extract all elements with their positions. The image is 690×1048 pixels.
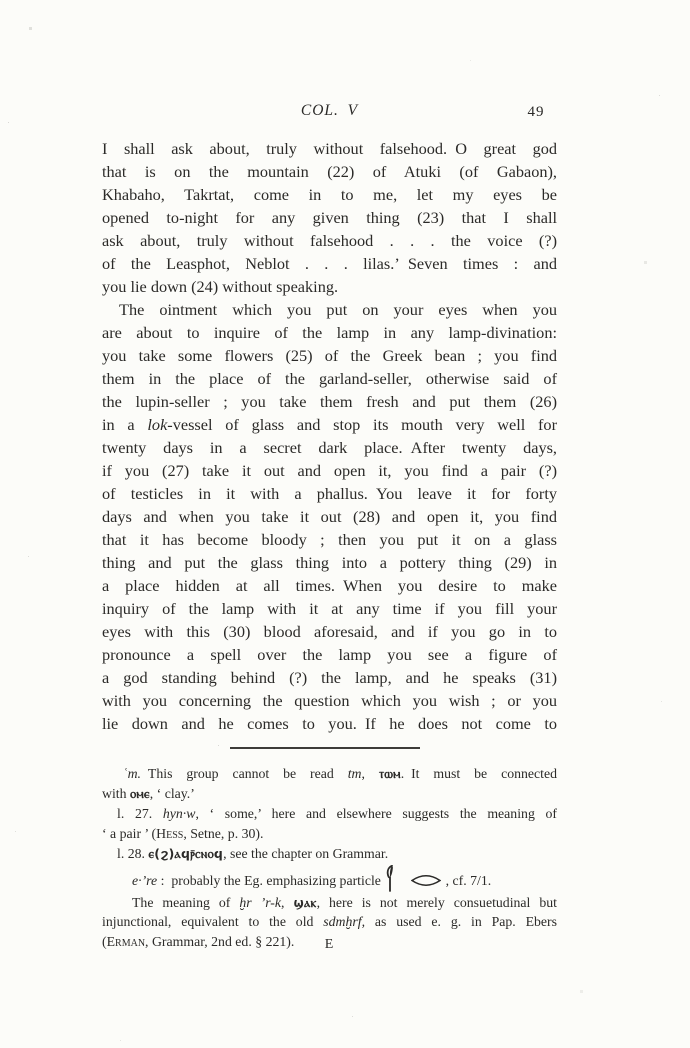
text-line bbox=[102, 528, 557, 551]
text-run: of testicles in it with a phallus. You leave it for forty bbox=[102, 484, 557, 503]
text-line bbox=[102, 666, 557, 689]
text-run: injunctional, equivalent to the old bbox=[102, 914, 324, 929]
text-run: The meaning of bbox=[132, 894, 240, 910]
text-line bbox=[102, 367, 557, 390]
text-line bbox=[102, 574, 557, 597]
page-number: 49 bbox=[527, 104, 545, 120]
text-run: you lie down (24) without speaking. bbox=[102, 277, 339, 296]
text-run: that is on the mountain (22) of Atuki (of Gabaon), bbox=[102, 162, 557, 181]
text-run: of the Leasphot, Neblot . . . lilas.’ Seven times : and bbox=[102, 254, 557, 273]
text-line bbox=[102, 160, 557, 183]
text-run: l. 28. bbox=[117, 846, 149, 861]
text-run: ask about, truly without falsehood . . . the voice (?) bbox=[102, 231, 557, 250]
text-line bbox=[102, 436, 557, 459]
footnote bbox=[102, 804, 557, 843]
text-run: in a bbox=[102, 415, 148, 434]
text-run: as used e. g. in Pap. Ebers bbox=[365, 914, 557, 929]
text-run: Khabaho, Takrtat, come in to me, let my eyes be bbox=[102, 185, 557, 204]
text-line bbox=[102, 844, 557, 864]
footnote bbox=[102, 865, 557, 892]
text-line bbox=[102, 459, 557, 482]
text-line bbox=[102, 413, 557, 436]
footnote bbox=[102, 764, 557, 803]
body-text bbox=[102, 137, 557, 735]
text-run: inquiry of the lamp with it at any time if you fill your bbox=[102, 599, 557, 618]
text-line bbox=[102, 137, 557, 160]
text-run: ‘ a pair ’ ( bbox=[102, 825, 157, 841]
text-run: : probably the Eg. emphasizing particle bbox=[157, 872, 385, 888]
text-run: , bbox=[281, 894, 294, 910]
text-run: , Grammar, 2nd ed. § 221). bbox=[145, 933, 295, 949]
text-line bbox=[102, 893, 557, 913]
text-line bbox=[102, 620, 557, 643]
text-line bbox=[102, 229, 557, 252]
text-line bbox=[102, 764, 557, 784]
text-line bbox=[102, 505, 557, 528]
text-run: I shall ask about, truly without falsehood. O great god bbox=[102, 139, 557, 158]
coptic-word: ⲟⲙⲉ bbox=[129, 785, 150, 801]
text-run: This group cannot be read bbox=[141, 766, 348, 781]
text-run: a god standing behind (?) the lamp, and he speaks (31) bbox=[102, 668, 557, 687]
text-run: pronounce a spell over the lamp you see a figure of bbox=[102, 645, 557, 664]
text-run: eyes with this (30) blood aforesaid, and if you go in to bbox=[102, 622, 557, 641]
text-run: Hess bbox=[156, 825, 184, 841]
text-run: tm bbox=[347, 766, 362, 781]
text-line bbox=[102, 183, 557, 206]
footnote-separator-rule bbox=[230, 747, 420, 749]
paragraph bbox=[102, 298, 557, 735]
text-run: with you concerning the question which you wish ; or you bbox=[102, 691, 557, 710]
text-line bbox=[102, 712, 557, 735]
text-run: lok bbox=[147, 415, 168, 434]
text-run: l. 27. bbox=[117, 806, 163, 821]
text-line bbox=[102, 804, 557, 824]
text-run: thing and put the glass thing into a pottery thing (29) in bbox=[102, 553, 557, 572]
text-line bbox=[102, 865, 557, 892]
footnote bbox=[102, 844, 557, 864]
text-line bbox=[102, 390, 557, 413]
text-run: ḫr ’r-k bbox=[239, 894, 282, 910]
text-run: , see the chapter on Grammar. bbox=[223, 846, 389, 861]
text-line bbox=[102, 206, 557, 229]
text-line bbox=[102, 597, 557, 620]
text-run: a place hidden at all times. When you desire to make bbox=[102, 576, 557, 595]
text-line bbox=[102, 344, 557, 367]
text-line bbox=[102, 912, 557, 932]
coptic-word: ⲉ(ϩ)ⲁϥⲣ̄ⲥⲛⲟϥ bbox=[148, 846, 224, 861]
text-run: , Setne, p. 30). bbox=[183, 825, 264, 841]
text-run: with bbox=[102, 785, 130, 801]
text-run: lie down and he comes to you. If he does not come to bbox=[102, 714, 557, 733]
text-run: them in the place of the garland-seller, otherwise said of bbox=[102, 369, 557, 388]
scan-noise bbox=[0, 0, 1, 1]
text-line bbox=[102, 482, 557, 505]
footnotes bbox=[102, 764, 557, 952]
coptic-word: ⲧⲱⲙ bbox=[378, 766, 401, 781]
text-run: . It must be connected bbox=[400, 766, 557, 781]
text-run: you take some flowers (25) of the Greek bean ; you find bbox=[102, 346, 557, 365]
text-run: that it has become bloody ; then you put it on a glass bbox=[102, 530, 557, 549]
text-run: ʿm. bbox=[123, 766, 142, 781]
text-run: , bbox=[361, 766, 379, 781]
text-run: the lupin-seller ; you take them fresh and put them (26) bbox=[102, 392, 557, 411]
text-run: , cf. 7/1. bbox=[445, 872, 492, 888]
text-run: hyn·w bbox=[162, 806, 196, 821]
text-run: days and when you take it out (28) and open it, you find bbox=[102, 507, 557, 526]
reed-leaf-hieroglyph-icon bbox=[385, 865, 395, 892]
text-line bbox=[102, 689, 557, 712]
text-run: Erman bbox=[106, 933, 146, 949]
text-line bbox=[102, 824, 557, 844]
text-run: sdmḫrf, bbox=[323, 914, 366, 929]
mouth-hieroglyph-icon bbox=[411, 875, 441, 886]
text-run: , ‘ some,’ here and elsewhere suggests the meaning of bbox=[195, 806, 557, 821]
text-run: The ointment which you put on your eyes when you bbox=[119, 300, 557, 319]
text-line bbox=[102, 275, 557, 298]
text-run: twenty days in a secret dark place. After twenty days, bbox=[102, 438, 557, 457]
text-line bbox=[102, 551, 557, 574]
text-run: , ‘ clay.’ bbox=[149, 785, 195, 801]
text-run: are about to inquire of the lamp in any lamp-divination: bbox=[102, 323, 557, 342]
text-run bbox=[400, 873, 407, 888]
text-line bbox=[102, 643, 557, 666]
text-line bbox=[102, 784, 557, 804]
text-run: , here is not merely consuetudinal but bbox=[316, 894, 557, 910]
text-line bbox=[102, 321, 557, 344]
text-line bbox=[102, 298, 557, 321]
text-run: ( bbox=[102, 933, 107, 949]
text-run: -vessel of glass and stop its mouth very well for bbox=[167, 415, 557, 434]
text-line bbox=[102, 252, 557, 275]
coptic-word: ϣⲁⲕ bbox=[293, 894, 317, 910]
text-run: if you (27) take it out and open it, you find a pair (?) bbox=[102, 461, 557, 480]
text-run: e·’re bbox=[132, 872, 158, 888]
running-head-title: COL. V bbox=[300, 102, 359, 119]
paragraph bbox=[102, 137, 557, 298]
text-run: opened to-night for any given thing (23) that I shall bbox=[102, 208, 557, 227]
signature-mark: E bbox=[324, 937, 335, 952]
